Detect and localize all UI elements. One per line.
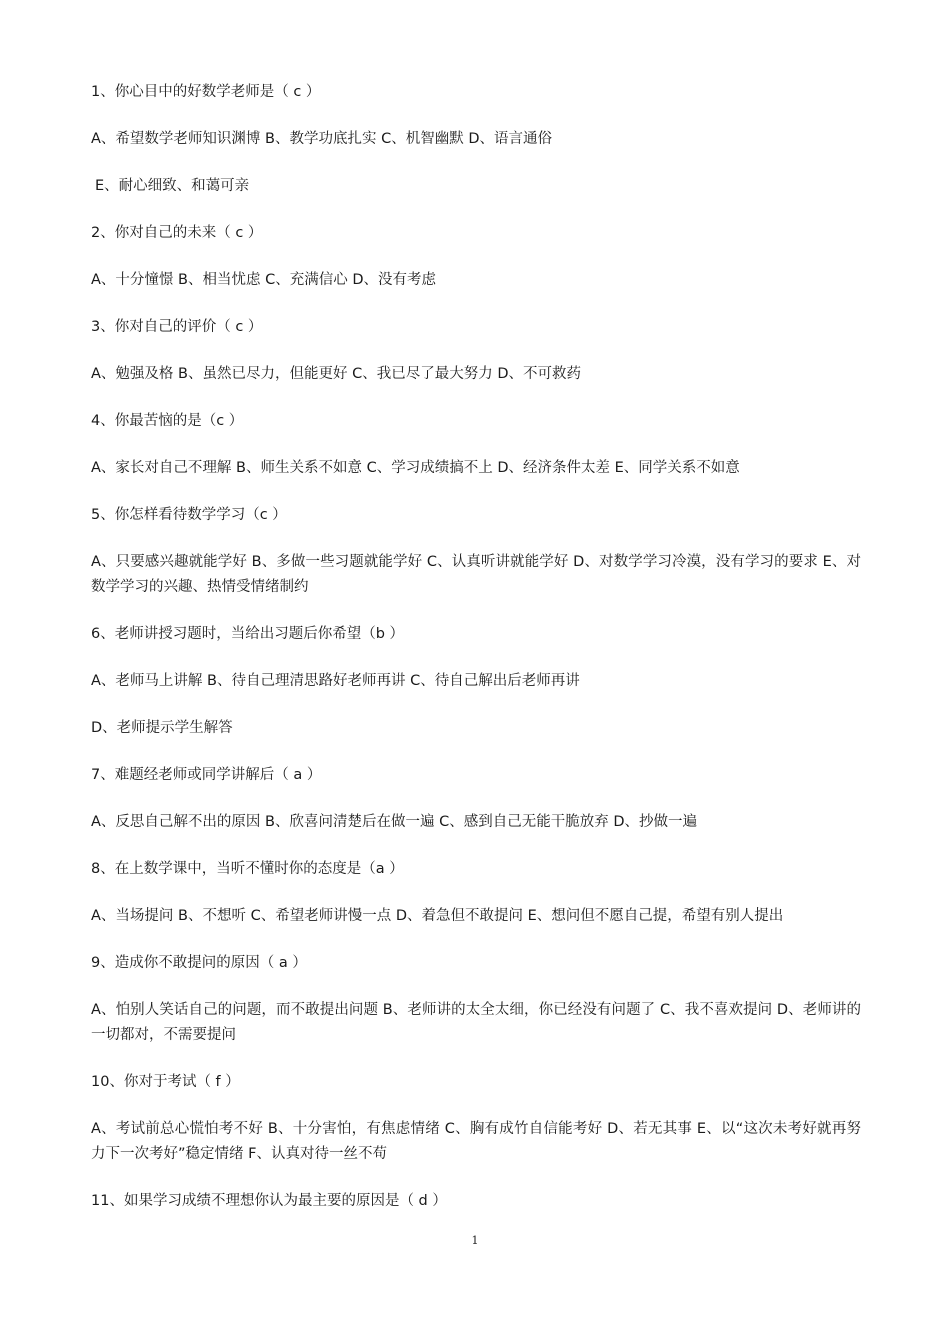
question-2-options: A、十分憧憬 B、相当忧虑 C、充满信心 D、没有考虑 [91,272,436,288]
question-1-options-cont: E、耐心细致、和蔼可亲 [95,178,250,194]
question-9-options: A、怕别人笑话自己的问题，而不敢提出问题 B、老师讲的太全太细，你已经没有问题了 C、我不喜欢提问 D、老师讲的一切都对，不需要提问 [91,1002,861,1043]
document-body [91,80,861,1214]
page-number: 1 [471,1234,479,1247]
question-1-options: A、希望数学老师知识渊博 B、教学功底扎实 C、机智幽默 D、语言通俗 [91,131,552,147]
question-4: 4、你最苦恼的是（c ） [91,413,244,429]
question-5: 5、你怎样看待数学学习（c ） [91,507,287,523]
question-7-options: A、反思自己解不出的原因 B、欣喜问清楚后在做一遍 C、感到自己无能干脆放弃 D、抄做一遍 [91,814,697,830]
question-11: 11、如果学习成绩不理想你认为最主要的原因是（ d ） [91,1193,447,1209]
question-3-options: A、勉强及格 B、虽然已尽力，但能更好 C、我已尽了最大努力 D、不可救药 [91,366,581,382]
question-4-options: A、家长对自己不理解 B、师生关系不如意 C、学习成绩搞不上 D、经济条件太差 E、同学关系不如意 [91,460,740,476]
question-5-options: A、只要感兴趣就能学好 B、多做一些习题就能学好 C、认真听讲就能学好 D、对数学学习冷漠，没有学习的要求 E、对数学学习的兴趣、热情受情绪制约 [91,554,861,595]
question-2: 2、你对自己的未来（ c ） [91,225,263,241]
question-3: 3、你对自己的评价（ c ） [91,319,263,335]
question-7: 7、难题经老师或同学讲解后（ a ） [91,767,322,783]
question-8-options: A、当场提问 B、不想听 C、希望老师讲慢一点 D、着急但不敢提问 E、想问但不愿自己提，希望有别人提出 [91,908,784,924]
question-6-options-cont: D、老师提示学生解答 [91,720,233,736]
question-9: 9、造成你不敢提问的原因（ a ） [91,955,307,971]
question-10-options: A、考试前总心慌怕考不好 B、十分害怕，有焦虑情绪 C、胸有成竹自信能考好 D、若无其事 E、以“这次未考好就再努力下一次考好”稳定情绪 F、认真对待一丝不苟 [91,1121,861,1162]
question-6-options: A、老师马上讲解 B、待自己理清思路好老师再讲 C、待自己解出后老师再讲 [91,673,580,689]
question-10: 10、你对于考试（ f ） [91,1074,240,1090]
question-6: 6、老师讲授习题时，当给出习题后你希望（b ） [91,626,405,642]
question-1: 1、你心目中的好数学老师是（ c ） [91,84,321,100]
question-8: 8、在上数学课中，当听不懂时你的态度是（a ） [91,861,404,877]
